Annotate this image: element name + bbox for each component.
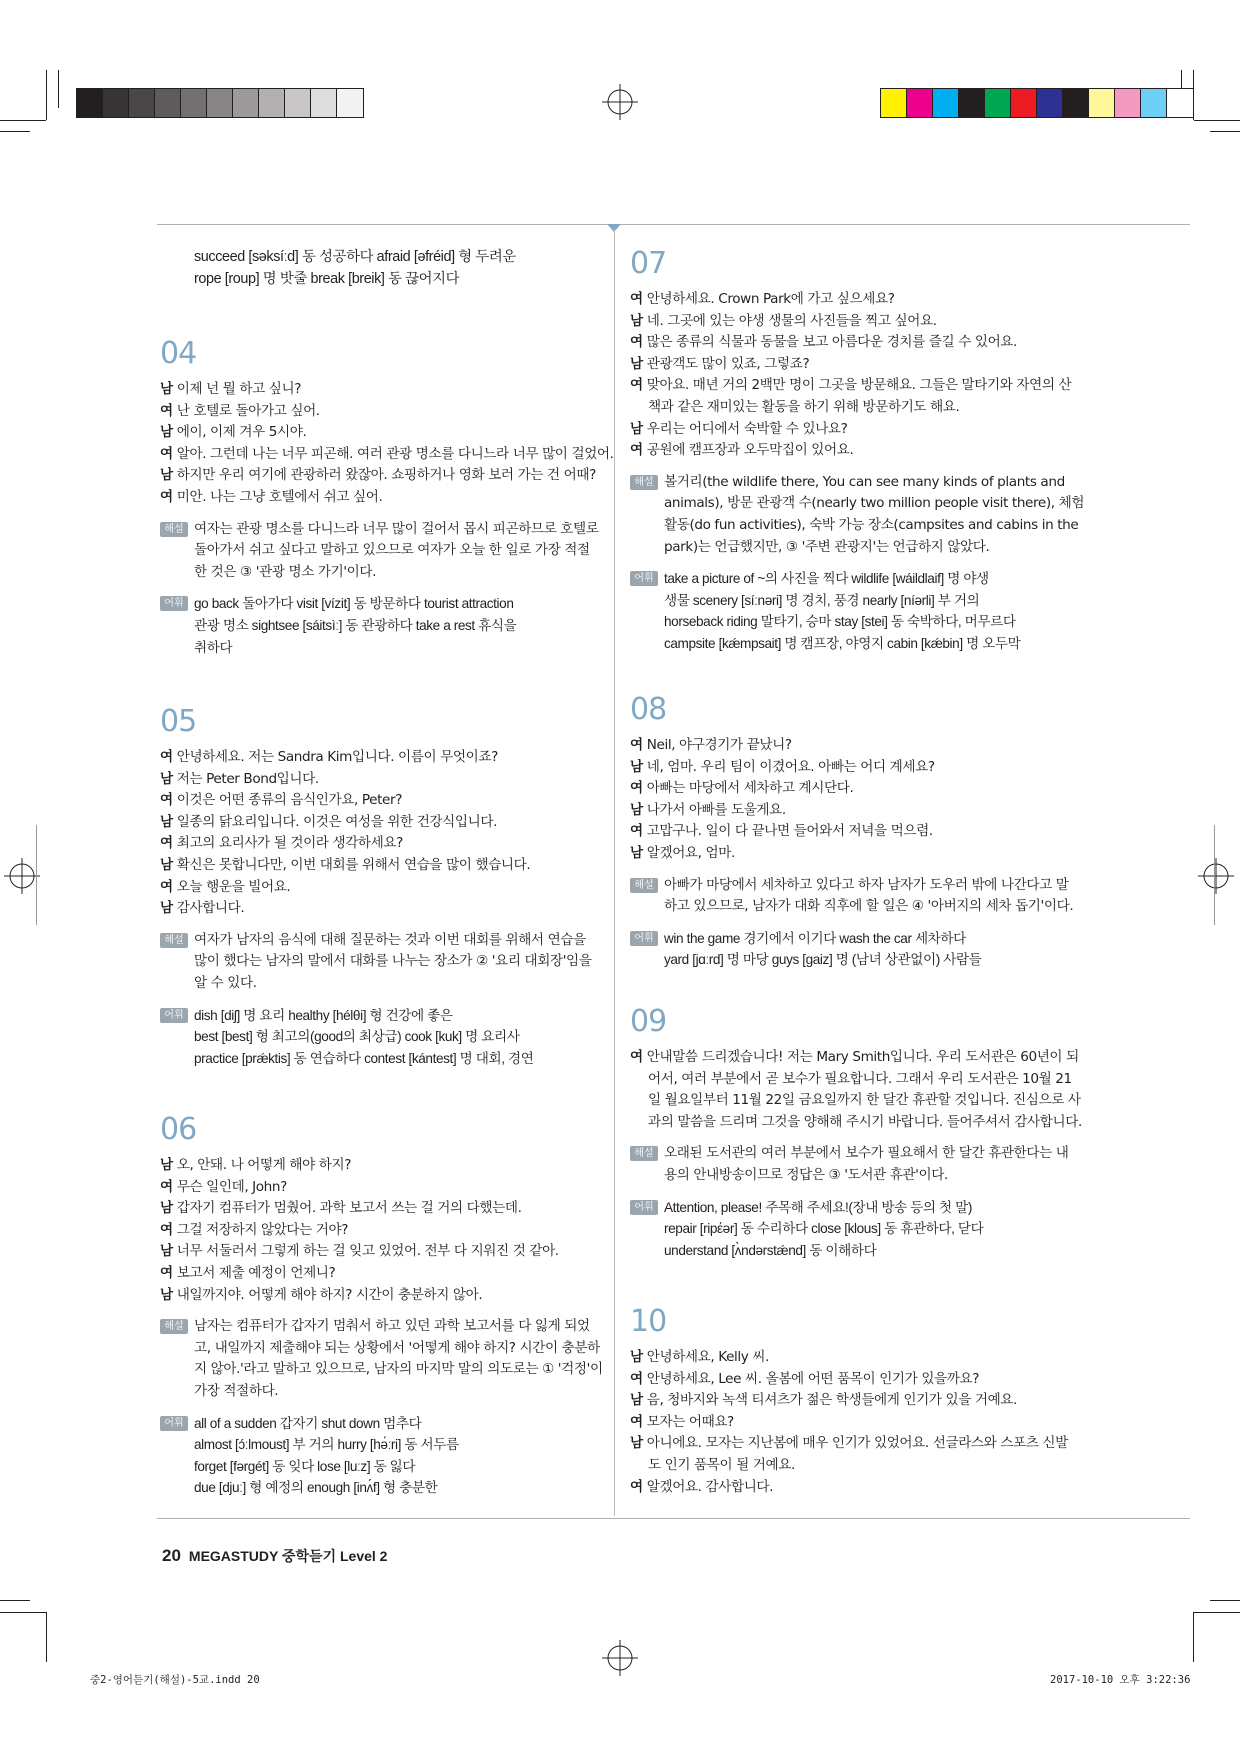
explanation xyxy=(630,472,1092,558)
color-swatch xyxy=(285,89,311,117)
explanation-line: 활동(do fun activities), 숙박 가능 장소(campsites and cabins in the xyxy=(664,516,1079,533)
speaker-label: 남 xyxy=(630,312,643,329)
explanation-tag: 해설 xyxy=(630,878,658,893)
dialogue-line xyxy=(630,1455,1092,1477)
vocab-line: best [best] 형 최고의(good의 최상급) cook [kuk] 명 요리사 xyxy=(194,1029,520,1045)
top-vocabulary xyxy=(160,247,656,290)
vocab-line: Attention, please! 주목해 주세요!(장내 방송 등의 첫 말) xyxy=(664,1199,972,1215)
section-05 xyxy=(160,705,622,1069)
dialogue-line xyxy=(630,1477,1092,1499)
explanation-tag: 해설 xyxy=(160,1319,188,1334)
dialogue xyxy=(630,1347,1092,1498)
section-number: 09 xyxy=(630,1004,667,1039)
dialogue-line xyxy=(630,311,1092,333)
dialogue-line xyxy=(630,1347,1092,1369)
color-swatch xyxy=(1037,89,1063,117)
speaker-label: 여 xyxy=(160,1221,173,1238)
explanation-line: 여자가 남자의 음식에 대해 질문하는 것과 이번 대회를 위해서 연습을 xyxy=(194,931,586,948)
dialogue-line xyxy=(160,444,622,466)
vocab-line: forget [fərgét] 동 잊다 lose [luːz] 동 잃다 xyxy=(194,1458,416,1474)
dialogue-text: 안녕하세요. 저는 Sandra Kim입니다. 이름이 무엇이죠? xyxy=(176,749,498,765)
explanation-tag: 해설 xyxy=(160,522,188,537)
dialogue-text: 많은 종류의 식물과 동물을 보고 아름다운 경치를 즐길 수 있어요. xyxy=(646,334,1017,351)
dialogue xyxy=(160,379,622,509)
explanation-tag: 해설 xyxy=(630,475,658,490)
dialogue-line xyxy=(630,1412,1092,1434)
speaker-label: 여 xyxy=(630,291,643,307)
dialogue-text: 감사합니다. xyxy=(176,900,245,917)
date-slug: 2017-10-10 오후 3:22:36 xyxy=(1050,1674,1191,1686)
dialogue xyxy=(160,747,622,920)
dialogue-line xyxy=(160,422,622,444)
vocab-line: almost [ɔ́ːlmoust] 부 거의 hurry [hə́ːri] 동 서두름 xyxy=(194,1437,459,1453)
crop-mark-bl-v xyxy=(46,1612,47,1662)
speaker-label: 남 xyxy=(160,1286,173,1303)
dialogue-text: 어서, 여러 부분에서 곧 보수가 필요합니다. 그래서 우리 도서관은 10월 21 xyxy=(648,1070,1072,1087)
crop-mark-tl-v xyxy=(46,70,47,120)
dialogue-line xyxy=(630,778,1092,800)
vocab-line: understand [ʌ̀ndərstǽnd] 동 이해하다 xyxy=(664,1242,877,1258)
dialogue-text: 내일까지야. 어떻게 해야 하지? 시간이 충분하지 않아. xyxy=(176,1286,483,1303)
speaker-label: 여 xyxy=(160,792,173,809)
vocab-line: repair [ripέər] 동 수리하다 close [klous] 동 휴관하다, 닫다 xyxy=(664,1221,984,1237)
speaker-label: 남 xyxy=(630,1349,643,1365)
vocab-line: practice [prǽktis] 동 연습하다 contest [kántest] 명 대회, 경연 xyxy=(194,1050,534,1066)
dialogue-text: 안녕하세요, Kelly 씨. xyxy=(646,1349,770,1365)
vocabulary-tag: 어휘 xyxy=(630,1200,658,1215)
dialogue-text: 일 월요일부터 11월 22일 금요일까지 한 달간 휴관할 것입니다. 진심으로 사 xyxy=(648,1092,1081,1109)
bottom-rule xyxy=(157,1518,1190,1519)
color-swatch xyxy=(959,89,985,117)
crop-mark-tl-h xyxy=(0,120,46,121)
color-swatch xyxy=(1063,89,1089,117)
dialogue-text: 아빠는 마당에서 세차하고 계시단다. xyxy=(646,780,854,797)
dialogue-line xyxy=(160,833,622,855)
color-swatch xyxy=(207,89,233,117)
dialogue-text: 공원에 캠프장과 오두막집이 있어요. xyxy=(646,442,854,459)
color-swatch xyxy=(881,89,907,117)
dialogue-text: 도 인기 품목이 될 거예요. xyxy=(648,1456,795,1473)
dialogue-text: 하지만 우리 여기에 관광하러 왔잖아. 쇼핑하거나 영화 보러 가는 건 어때? xyxy=(176,467,596,484)
speaker-label: 여 xyxy=(630,1478,643,1495)
dialogue xyxy=(630,289,1092,462)
speaker-label: 여 xyxy=(630,1370,643,1387)
dialogue-line xyxy=(160,877,622,899)
section-10 xyxy=(630,1305,1092,1498)
dialogue-text: 안녕하세요. Crown Park에 가고 싶으세요? xyxy=(646,291,895,307)
explanation-line: 지 않아.'라고 말하고 있으므로, 남자의 마지막 말의 의도로는 ① '걱정'이 xyxy=(194,1361,603,1378)
speaker-label: 여 xyxy=(630,780,643,797)
dialogue-text: 아니에요. 모자는 지난봄에 매우 인기가 있었어요. 선글라스와 스포츠 신발 xyxy=(646,1435,1068,1452)
crop-mark-br-v xyxy=(1193,1612,1194,1662)
explanation-line: 하고 있으므로, 남자가 대화 직후에 할 일은 ④ '아버지의 세차 돕기'이다. xyxy=(664,898,1074,915)
color-swatch xyxy=(311,89,337,117)
color-swatch xyxy=(155,89,181,117)
explanation-line: 여자는 관광 명소를 다니느라 너무 많이 걸어서 몹시 피곤하므로 호텔로 xyxy=(194,520,599,537)
explanation-line: park)는 언급했지만, ③ '주변 관광지'는 언급하지 않았다. xyxy=(664,538,990,555)
dialogue-text: 알겠어요, 엄마. xyxy=(646,844,735,861)
speaker-label: 남 xyxy=(630,801,643,818)
dialogue-text: 관광객도 많이 있죠, 그렇죠? xyxy=(646,355,810,372)
vocabulary xyxy=(630,1197,1092,1262)
dialogue-line xyxy=(160,898,622,920)
vocabulary xyxy=(160,1005,622,1070)
book-title: MEGASTUDY 중학듣기 Level 2 xyxy=(188,1548,388,1564)
color-swatch xyxy=(129,89,155,117)
speaker-label: 여 xyxy=(630,1049,643,1065)
registration-mark-right-icon xyxy=(1198,858,1234,894)
color-swatch xyxy=(103,89,129,117)
dialogue-text: 안내말씀 드리겠습니다! 저는 Mary Smith입니다. 우리 도서관은 60년이 되 xyxy=(646,1049,1079,1065)
vocab-line: succeed [səksíːd] 동 성공하다 afraid [əfréid] 형 두려운 xyxy=(194,249,516,265)
section-06 xyxy=(160,1113,622,1499)
dialogue-text: 갑자기 컴퓨터가 멈췄어. 과학 보고서 쓰는 걸 거의 다했는데. xyxy=(176,1200,522,1217)
dialogue-text: 네, 엄마. 우리 팀이 이겼어요. 아빠는 어디 계세요? xyxy=(646,758,935,775)
color-swatch xyxy=(985,89,1011,117)
section-number: 10 xyxy=(630,1304,667,1339)
speaker-label: 남 xyxy=(630,844,643,861)
vocabulary xyxy=(630,928,1092,971)
vocabulary-tag: 어휘 xyxy=(160,596,188,611)
speaker-label: 남 xyxy=(160,424,173,441)
dialogue-text: 맞아요. 매년 거의 2백만 명이 그곳을 방문해요. 그들은 말타기와 자연의 산 xyxy=(646,377,1072,394)
dialogue-line xyxy=(630,1047,1092,1069)
explanation-line: animals), 방문 관광객 수(nearly two million people visit there), 체험 xyxy=(664,495,1085,512)
dialogue-line xyxy=(160,790,622,812)
dialogue xyxy=(630,735,1092,865)
explanation-line: 알 수 있다. xyxy=(194,974,257,991)
crop-mark-tl-v2 xyxy=(58,70,59,108)
speaker-label: 여 xyxy=(630,737,643,753)
dialogue-text: 이제 넌 뭘 하고 싶니? xyxy=(176,381,302,397)
speaker-label: 남 xyxy=(160,856,173,873)
color-swatch xyxy=(259,89,285,117)
dialogue-line xyxy=(630,375,1092,397)
speaker-label: 남 xyxy=(160,1200,173,1217)
dialogue-line xyxy=(630,735,1092,757)
dialogue-line xyxy=(630,1433,1092,1455)
dialogue-text: 확신은 못합니다만, 이번 대회를 위해서 연습을 많이 했습니다. xyxy=(176,856,531,873)
color-swatch xyxy=(1141,89,1167,117)
speaker-label: 여 xyxy=(630,334,643,351)
section-04 xyxy=(160,337,622,658)
speaker-label: 여 xyxy=(630,377,643,394)
color-swatch xyxy=(181,89,207,117)
dialogue-text: 일종의 닭요리입니다. 이것은 여성을 위한 건강식입니다. xyxy=(176,813,498,830)
speaker-label: 여 xyxy=(160,1264,173,1281)
vocab-line: 취하다 xyxy=(194,639,233,655)
dialogue-line xyxy=(630,821,1092,843)
vocab-line: 관광 명소 sightsee [sáitsìː] 동 관광하다 take a rest 휴식을 xyxy=(194,617,517,633)
dialogue-text: 네. 그곳에 있는 야생 생물의 사진들을 찍고 싶어요. xyxy=(646,312,937,329)
vocabulary-tag: 어휘 xyxy=(160,1008,188,1023)
vocab-line: yard [jɑːrd] 명 마당 guys [gaiz] 명 (남녀 상관없이) 사람들 xyxy=(664,952,982,968)
speaker-label: 여 xyxy=(630,1413,643,1430)
color-swatch xyxy=(933,89,959,117)
registration-mark-bottom-icon xyxy=(602,1640,638,1676)
dialogue-line xyxy=(630,289,1092,311)
explanation-line: 가장 적절하다. xyxy=(194,1382,279,1399)
section-number: 05 xyxy=(160,704,197,739)
explanation xyxy=(160,930,622,995)
explanation-line: 고, 내일까지 제출해야 되는 상황에서 '어떻게 해야 하지? 시간이 충분하 xyxy=(194,1339,600,1356)
dialogue-line xyxy=(160,1241,622,1263)
dialogue-line xyxy=(630,757,1092,779)
explanation-tag: 해설 xyxy=(630,1146,658,1161)
vocabulary xyxy=(160,593,622,658)
speaker-label: 남 xyxy=(630,1392,643,1409)
vocabulary xyxy=(630,568,1092,654)
dialogue-text: 저는 Peter Bond입니다. xyxy=(176,770,319,787)
dialogue-text: 음, 청바지와 녹색 티셔츠가 젊은 학생들에게 인기가 있을 거예요. xyxy=(646,1392,1017,1409)
explanation-tag: 해설 xyxy=(160,933,188,948)
dialogue-line xyxy=(630,1069,1092,1091)
dialogue-text: Neil, 야구경기가 끝났니? xyxy=(646,737,792,753)
dialogue-text: 오늘 행운을 빌어요. xyxy=(176,878,291,895)
explanation-line: 아빠가 마당에서 세차하고 있다고 하자 남자가 도우러 밖에 나간다고 말 xyxy=(664,876,1069,893)
dialogue-line xyxy=(630,419,1092,441)
crop-mark-tl-h2 xyxy=(0,131,30,132)
dialogue-line xyxy=(160,855,622,877)
speaker-label: 여 xyxy=(630,442,643,459)
color-swatch xyxy=(1167,89,1193,117)
dialogue-text: 그걸 저장하지 않았다는 거야? xyxy=(176,1221,349,1238)
vocab-line: dish [diʃ] 명 요리 healthy [hélθi] 형 건강에 좋은 xyxy=(194,1007,453,1023)
section-number: 06 xyxy=(160,1112,197,1147)
dialogue-line xyxy=(630,397,1092,419)
dialogue-line xyxy=(160,769,622,791)
explanation xyxy=(630,1143,1092,1186)
section-07 xyxy=(630,247,1092,655)
dialogue-text: 안녕하세요, Lee 씨. 올봄에 어떤 품목이 인기가 있을까요? xyxy=(646,1370,980,1387)
explanation-line: 볼거리(the wildlife there, You can see many kinds of plants and xyxy=(664,473,1065,490)
dialogue-text: 알겠어요. 감사합니다. xyxy=(646,1478,774,1495)
section-09 xyxy=(630,1005,1092,1261)
dialogue-line xyxy=(160,1220,622,1242)
explanation-line: 남자는 컴퓨터가 갑자기 멈춰서 하고 있던 과학 보고서를 다 잃게 되었 xyxy=(194,1318,590,1335)
dialogue-line xyxy=(630,800,1092,822)
color-swatch xyxy=(907,89,933,117)
speaker-label: 여 xyxy=(160,445,173,462)
explanation xyxy=(160,519,622,584)
speaker-label: 남 xyxy=(160,770,173,787)
speaker-label: 남 xyxy=(160,1243,173,1260)
section-number: 04 xyxy=(160,336,197,371)
dialogue-line xyxy=(630,843,1092,865)
dialogue-text: 과의 말씀을 드리며 그것을 양해해 주시기 바랍니다. 들어주셔서 감사합니다. xyxy=(648,1113,1082,1130)
registration-mark-left-icon xyxy=(4,858,40,894)
section-number: 07 xyxy=(630,246,667,281)
dialogue-line xyxy=(630,440,1092,462)
explanation-line: 용의 안내방송이므로 정답은 ③ '도서관 휴관'이다. xyxy=(664,1166,948,1183)
speaker-label: 남 xyxy=(630,420,643,437)
color-swatch xyxy=(337,89,363,117)
vocab-line: horseback riding 말타기, 승마 stay [stei] 동 숙박하다, 머무르다 xyxy=(664,614,1016,630)
vocab-line: campsite [kǽmpsait] 명 캠프장, 야영지 cabin [kǽbin] 명 오두막 xyxy=(664,635,1021,651)
dialogue-text: 보고서 제출 예정이 언제니? xyxy=(176,1264,336,1281)
dialogue-line xyxy=(630,332,1092,354)
color-swatch xyxy=(1089,89,1115,117)
color-swatch xyxy=(233,89,259,117)
vocab-line: go back 돌아가다 visit [vízit] 동 방문하다 tourist attraction xyxy=(194,596,514,612)
color-swatch xyxy=(77,89,103,117)
dialogue-line xyxy=(630,1112,1092,1134)
crop-mark-bl-h xyxy=(0,1612,46,1613)
dialogue-line xyxy=(160,1285,622,1307)
process-color-bar xyxy=(880,88,1194,118)
dialogue-text: 우리는 어디에서 숙박할 수 있나요? xyxy=(646,420,848,437)
explanation xyxy=(160,1316,622,1402)
vocab-line: all of a sudden 갑자기 shut down 멈추다 xyxy=(194,1415,422,1431)
speaker-label: 남 xyxy=(160,467,173,484)
crop-mark-br-h xyxy=(1194,1612,1240,1613)
side-tick-left xyxy=(36,825,37,925)
vocabulary-tag: 어휘 xyxy=(630,571,658,586)
speaker-label: 여 xyxy=(160,402,173,419)
speaker-label: 여 xyxy=(160,878,173,895)
vocab-line: 생물 scenery [síːnəri] 명 경치, 풍경 nearly [níərli] 부 거의 xyxy=(664,592,980,608)
crop-mark-bl-h2 xyxy=(0,1600,30,1601)
vocabulary xyxy=(160,1413,622,1499)
file-slug: 중2-영어듣기(해설)-5교.indd 20 xyxy=(90,1674,260,1686)
dialogue xyxy=(160,1155,622,1306)
speaker-label: 여 xyxy=(160,1178,173,1195)
dialogue-line xyxy=(630,1369,1092,1391)
crop-mark-br-h2 xyxy=(1210,1600,1240,1601)
explanation-line: 한 것은 ③ '관광 명소 가기'이다. xyxy=(194,563,377,580)
dialogue-text: 책과 같은 재미있는 활동을 하기 위해 방문하기도 해요. xyxy=(648,398,960,415)
dialogue-line xyxy=(160,487,622,509)
dialogue-text: 고맙구나. 일이 다 끝나면 들어와서 저녁을 먹으렴. xyxy=(646,823,933,840)
dialogue-line xyxy=(630,354,1092,376)
crop-mark-tr-h xyxy=(1194,120,1240,121)
registration-mark-top-icon xyxy=(602,84,638,120)
dialogue-text: 에이, 이제 겨우 5시야. xyxy=(176,424,307,441)
speaker-label: 남 xyxy=(160,1157,173,1173)
speaker-label: 여 xyxy=(630,823,643,840)
dialogue-text: 미안. 나는 그냥 호텔에서 쉬고 싶어. xyxy=(176,488,383,505)
dialogue-line xyxy=(160,1263,622,1285)
dialogue-text: 이것은 어떤 종류의 음식인가요, Peter? xyxy=(176,792,403,809)
dialogue xyxy=(630,1047,1092,1133)
vocab-line: rope [roup] 명 밧줄 break [breik] 동 끊어지다 xyxy=(194,270,460,287)
vocabulary-tag: 어휘 xyxy=(630,931,658,946)
speaker-label: 여 xyxy=(160,488,173,505)
vocabulary-tag: 어휘 xyxy=(160,1416,188,1431)
dialogue-text: 무슨 일인데, John? xyxy=(176,1178,287,1195)
color-swatch xyxy=(1115,89,1141,117)
vocab-line: due [djuː] 형 예정의 enough [inʌ́f] 형 충분한 xyxy=(194,1480,438,1496)
vocab-line: take a picture of ~의 사진을 찍다 wildlife [wáildlaif] 명 야생 xyxy=(664,571,989,587)
section-number: 08 xyxy=(630,692,667,727)
speaker-label: 남 xyxy=(630,1435,643,1452)
section-08 xyxy=(630,693,1092,971)
dialogue-text: 너무 서둘러서 그렇게 하는 걸 잊고 있었어. 전부 다 지워진 것 같아. xyxy=(176,1243,559,1260)
speaker-label: 남 xyxy=(630,758,643,775)
dialogue-line xyxy=(160,1177,622,1199)
page-number: 20 xyxy=(162,1546,181,1565)
speaker-label: 남 xyxy=(160,813,173,830)
speaker-label: 남 xyxy=(160,900,173,917)
dialogue-text: 모자는 어때요? xyxy=(646,1413,734,1430)
top-rule xyxy=(157,224,1190,225)
color-swatch xyxy=(1011,89,1037,117)
dialogue-line xyxy=(630,1390,1092,1412)
grayscale-color-bar xyxy=(76,88,364,118)
dialogue-text: 오, 안돼. 나 어떻게 해야 하지? xyxy=(176,1157,352,1173)
dialogue-text: 알아. 그런데 나는 너무 피곤해. 여러 관광 명소를 다니느라 너무 많이 걸었어. xyxy=(176,445,614,462)
speaker-label: 여 xyxy=(160,835,173,852)
speaker-label: 남 xyxy=(160,381,173,397)
dialogue-line xyxy=(160,747,622,769)
dialogue-line xyxy=(160,1155,622,1177)
dialogue-text: 최고의 요리사가 될 것이라 생각하세요? xyxy=(176,835,403,852)
dialogue-line xyxy=(160,401,622,423)
speaker-label: 여 xyxy=(160,749,173,765)
explanation-line: 많이 했다는 남자의 말에서 대화를 나누는 장소가 ② '요리 대회장'임을 xyxy=(194,953,592,970)
dialogue-line xyxy=(160,379,622,401)
speaker-label: 남 xyxy=(630,355,643,372)
dialogue-line xyxy=(630,1090,1092,1112)
dialogue-line xyxy=(160,1198,622,1220)
crop-mark-tr-h2 xyxy=(1210,131,1240,132)
explanation-line: 오래된 도서관의 여러 부분에서 보수가 필요해서 한 달간 휴관한다는 내 xyxy=(664,1145,1069,1162)
dialogue-text: 나가서 아빠를 도울게요. xyxy=(646,801,786,818)
vocab-line: win the game 경기에서 이기다 wash the car 세차하다 xyxy=(664,930,966,946)
explanation-line: 돌아가서 쉬고 싶다고 말하고 있으므로 여자가 오늘 한 일로 가장 적절 xyxy=(194,542,590,559)
page-footer xyxy=(162,1546,387,1566)
side-tick-right xyxy=(1214,825,1215,925)
dialogue-line xyxy=(160,812,622,834)
dialogue-line xyxy=(160,465,622,487)
dialogue-text: 난 호텔로 돌아가고 싶어. xyxy=(176,402,320,419)
explanation xyxy=(630,875,1092,918)
